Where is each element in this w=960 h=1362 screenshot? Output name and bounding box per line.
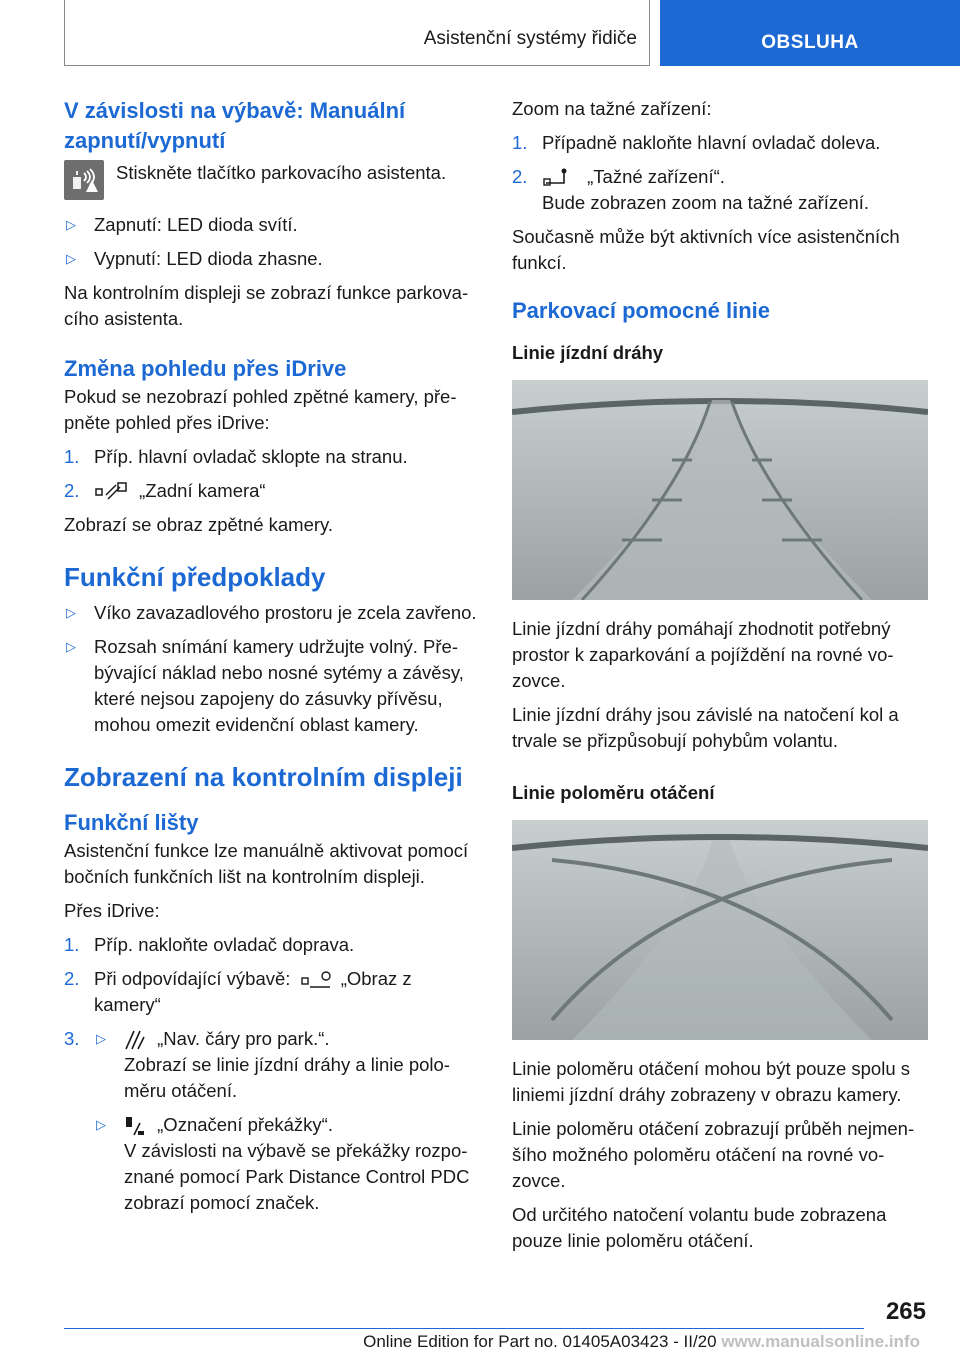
pdc-button-icon — [64, 160, 104, 200]
path-lines-text-1: Linie jízdní dráhy pomáhají zhodnotit potřebný prostor k zaparkování a pojíždění na rovné vo‐zovce. — [512, 618, 894, 691]
zoom-steps-list — [512, 130, 928, 216]
turn-radius-text-2: Linie poloměru otáčení zobrazují průběh nejmen‐šího možného poloměru otáčení na rovné vo‐zovce. — [512, 1118, 915, 1191]
triangle-bullet-icon: ▷ — [66, 605, 76, 620]
heading-function-bars: Funkční lišty — [64, 810, 199, 835]
chapter-tab: OBSLUHA — [660, 0, 960, 66]
display-steps-list — [64, 932, 480, 1216]
function-bars-text: Asistenční funkce lze manuálně aktivovat pomocí bočních funkčních lišt na kontrolním displeji. — [64, 840, 469, 887]
section-title: Asistenční systémy řidiče — [423, 28, 637, 49]
heading-path-lines: Linie jízdní dráhy — [512, 342, 664, 363]
left-column — [64, 96, 480, 1224]
obstacle-marking-icon — [124, 1115, 146, 1137]
via-idrive-text: Přes iDrive: — [64, 900, 160, 921]
heading-manual-toggle: V závislosti na výbavě: Manuální zapnutí/vypnutí — [64, 98, 406, 153]
path-lines-image — [512, 380, 928, 600]
list-item: 1. Příp. nakloňte ovladač doprava. — [64, 934, 355, 955]
parking-lines-icon — [124, 1029, 146, 1051]
triangle-bullet-icon: ▷ — [96, 1117, 106, 1132]
sub-list — [94, 1026, 480, 1216]
triangle-bullet-icon: ▷ — [66, 217, 76, 232]
rear-camera-icon — [94, 481, 128, 503]
toggle-states-list — [64, 212, 480, 272]
display-info-text: Na kontrolním displeji se zobrazí funkce parkova‐cího asistenta. — [64, 282, 469, 329]
heading-change-view: Změna pohledu přes iDrive — [64, 356, 347, 381]
zoom-title: Zoom na tažné zařízení: — [512, 98, 712, 119]
heading-turn-radius: Linie poloměru otáčení — [512, 782, 715, 803]
footer-edition: Online Edition for Part no. 01405A03423 - II/20 www.manualsonline.info — [363, 1332, 920, 1351]
triangle-bullet-icon: ▷ — [66, 639, 76, 654]
pdc-button-row — [64, 160, 480, 200]
path-lines-text-2: Linie jízdní dráhy jsou závislé na natočení kol a trvale se přizpůsobují pohybům volantu. — [512, 704, 899, 751]
change-steps-list — [64, 444, 480, 504]
heading-requirements: Funkční předpoklady — [64, 562, 326, 592]
turn-radius-text-3: Od určitého natočení volantu bude zobrazena pouze linie poloměru otáčení. — [512, 1204, 887, 1251]
right-column — [512, 96, 928, 1262]
heading-parking-lines: Parkovací pomocné linie — [512, 298, 770, 323]
press-button-text: Stiskněte tlačítko parkovacího asistenta. — [116, 162, 447, 183]
page-header — [64, 0, 960, 66]
header-frame — [64, 0, 650, 66]
multi-functions-text: Současně může být aktivních více asistenčních funkcí. — [512, 226, 900, 273]
sub-desc: Bude zobrazen zoom na tažné zařízení. — [542, 192, 870, 213]
change-view-text: Pokud se nezobrazí pohled zpětné kamery, pře‐pněte pohled přes iDrive: — [64, 386, 457, 433]
footer-divider — [64, 1328, 864, 1329]
footer-watermark: www.manualsonline.info — [721, 1332, 920, 1351]
list-item: 2. „Tažné zařízení“. Bude zobrazen zoom na tažné zařízení. — [512, 164, 928, 216]
camera-view-icon — [296, 969, 336, 991]
triangle-bullet-icon: ▷ — [96, 1031, 106, 1046]
list-item: ▷ Rozsah snímání kamery udržujte volný. Pře‐bývající náklad nebo nosné sytémy a závěsy, které nejsou zapojeny do zásuvky přívěsu, mohou omezit evidenční oblast kamery. — [66, 636, 464, 735]
list-item: 2. „Zadní kamera“ — [64, 478, 480, 504]
list-item: 1. Případně nakloňte hlavní ovladač doleva. — [512, 132, 881, 153]
list-item: ▷ Vypnutí: LED dioda zhasne. — [64, 246, 480, 272]
result-text: Zobrazí se obraz zpětné kamery. — [64, 514, 334, 535]
list-item: ▷ Zapnutí: LED dioda svítí. — [64, 212, 480, 238]
tow-hitch-icon — [542, 167, 576, 189]
heading-display: Zobrazení na kontrolním displeji — [64, 762, 463, 792]
turn-radius-image — [512, 820, 928, 1040]
list-item: 3. ▷ „Nav. čáry pro park.“. Zobrazí se linie jízdní dráhy a linie polo‐měru otáčení. ▷ „Označení překážky“. V závislosti na výbavě se překážky rozpo‐znané pomocí Park Distance Control PDC zobrazí pomocí značek. — [64, 1026, 480, 1216]
triangle-bullet-icon: ▷ — [66, 251, 76, 266]
turn-radius-text-1: Linie poloměru otáčení mohou být pouze spolu s liniemi jízdní dráhy zobrazeny v obrazu kamery. — [512, 1058, 911, 1105]
sub-desc: V závislosti na výbavě se překážky rozpo‐znané pomocí Park Distance Control PDC zobrazí pomocí značek. — [124, 1140, 470, 1213]
sub-desc: Zobrazí se linie jízdní dráhy a linie polo‐měru otáčení. — [124, 1054, 450, 1101]
list-item: ▷ „Nav. čáry pro park.“. Zobrazí se linie jízdní dráhy a linie polo‐měru otáčení. — [94, 1026, 480, 1104]
list-item: ▷ „Označení překážky“. V závislosti na výbavě se překážky rozpo‐znané pomocí Park Distance Control PDC zobrazí pomocí značek. — [94, 1112, 480, 1216]
page-number: 265 — [885, 1298, 926, 1325]
requirements-list — [64, 600, 480, 738]
list-item: ▷ Víko zavazadlového prostoru je zcela zavřeno. — [64, 600, 480, 626]
list-item: 1. Příp. hlavní ovladač sklopte na stranu. — [64, 446, 408, 467]
list-item: 2. Při odpovídající výbavě: „Obraz z kamery“ — [64, 968, 412, 1015]
